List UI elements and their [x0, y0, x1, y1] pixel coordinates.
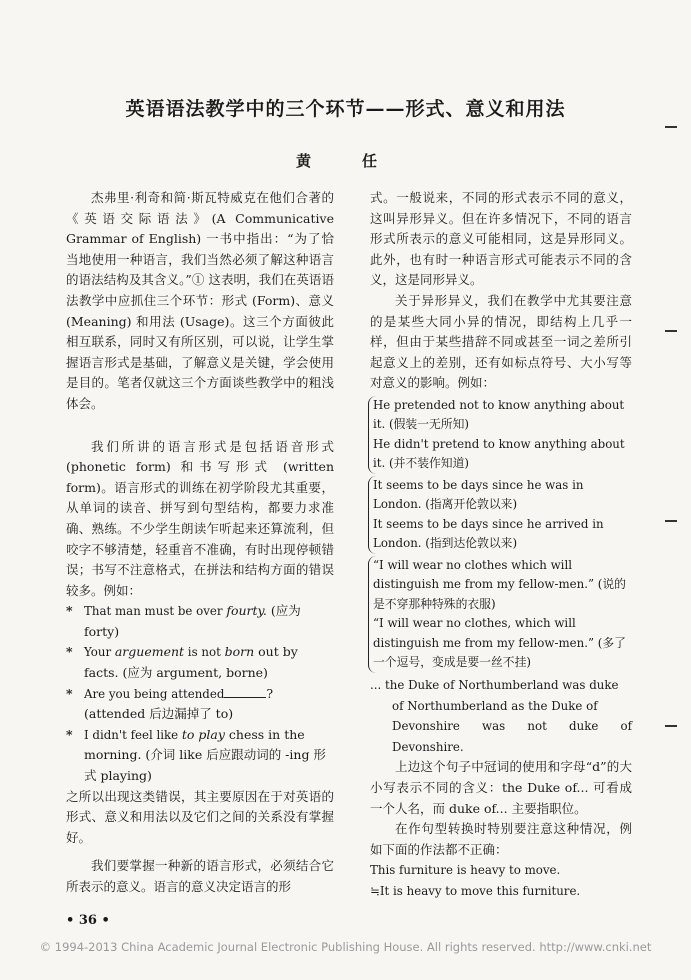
bullet-star: *	[66, 726, 73, 742]
example-line: This furniture is heavy to move.	[370, 863, 561, 878]
duke-example	[370, 675, 632, 757]
example-text: That man must be over	[84, 604, 227, 619]
example-text: I didn't feel like	[84, 727, 182, 742]
example-sentence: “I will wear no clothes which will distinguish me from my fellow-men.” (说的是不穿那种特殊的衣服)	[373, 557, 626, 611]
example-note: (应为 forty)	[84, 603, 301, 639]
example-item	[66, 642, 334, 683]
example-text: Are you being attended	[84, 686, 225, 701]
duke-line: of Northumberland as the Duke of	[392, 698, 598, 713]
example-text: is not	[184, 645, 225, 660]
margin-mark	[665, 126, 677, 128]
example-sentence: He didn't pretend to know anything about it. (并不装作知道)	[373, 436, 625, 471]
example-item	[66, 684, 334, 725]
example-pair	[368, 396, 632, 474]
form-paragraph: 我们所讲的语言形式是包括语音形式 (phonetic form) 和书写形式 (written form)。语言形式的训练在初学阶段尤其重要，从单词的读音、拼写到句型结构，都要力求准确、熟练。不少学生朗读乍听起来还算流利，但咬字不够清楚，轻重音不准确，有时出现停顿错误；书写不注意格式，在拼法和结构方面的错误较多。例如：	[66, 438, 334, 598]
example-error-word: fourty.	[226, 603, 267, 619]
example-sentence: It seems to be days since he was in London. (指离开伦敦以来)	[373, 477, 584, 512]
example-note: out by facts. (应为 argument, borne)	[84, 644, 298, 681]
meaning-paragraph: 我们要掌握一种新的语言形式，必须结合它所表示的意义。语言的意义决定语言的形	[66, 858, 334, 894]
blank-line	[224, 687, 266, 698]
copyright-footer: © 1994-2013 China Academic Journal Electronic Publishing House. All rights reserved. http://www.cnki.net	[39, 940, 652, 954]
example-text: Your	[84, 645, 115, 660]
page-number: • 36 •	[66, 913, 110, 928]
example-note: chess in the morning. (介词 like 后应跟动词的 -ing 形式 playing)	[84, 726, 326, 784]
example-pair	[368, 556, 632, 673]
margin-mark	[665, 520, 677, 522]
example-pair	[368, 476, 632, 554]
article-title: 英语语法教学中的三个环节——形式、意义和用法	[125, 98, 566, 120]
example-line: ≒It is heavy to move this furniture.	[370, 883, 581, 898]
intro-paragraph: 杰弗里·利奇和简·斯瓦特威克在他们合著的《英语交际语法》(A Communicative Grammar of English) 一书中指出：“为了恰当地使用一种语言，我们当然必须了解这种语言的语法结构及其含义。”① 这表明，我们在英语语法教学中应抓住三个环节：形式 (Form)、意义 (Meaning) 和用法 (Usage)。这三个方面彼此相互联系，同时又有所区别，可以说，让学生掌握语言形式是基础，了解意义是关键，学会使用是目的。笔者仅就这三个方面谈些教学中的粗浅体会。	[66, 190, 334, 411]
bullet-star: *	[66, 644, 73, 660]
duke-line: ... the Duke of Northumberland was duke	[370, 677, 619, 692]
example-note: ?(attended 后边漏掉了 to)	[84, 685, 274, 722]
article-note-paragraph: 上边这个句子中冠词的使用和字母“d”的大小写表示不同的含义：the Duke of... 可看成一个人名，而 duke of... 主要指职位。	[370, 759, 632, 816]
example-error-word: born	[224, 644, 255, 660]
duke-line: Devonshire was not duke of Devonshire.	[392, 719, 632, 754]
bullet-star: *	[66, 603, 73, 619]
example-error-word: to play	[181, 726, 225, 742]
bullet-star: *	[66, 685, 73, 701]
example-sentence: It seems to be days since he arrived in London. (指到达伦敦以来)	[373, 516, 604, 551]
example-sentence: He pretended not to know anything about it. (假装一无所知)	[373, 397, 625, 432]
left-column	[66, 188, 334, 898]
transform-paragraph: 在作句型转换时特别要注意这种情况，例如下面的作法都不正确：	[370, 821, 632, 857]
margin-mark	[665, 725, 677, 727]
example-item	[66, 725, 334, 787]
example-item	[66, 601, 334, 642]
continued-paragraph: 式。一般说来，不同的形式表示不同的意义，这叫异形异义。但在许多情况下，不同的语言形式所表示的意义可能相同，这是异形同义。此外，也有时一种语言形式可能表示不同的含义，这是同形异义。	[370, 190, 632, 288]
cause-paragraph: 之所以出现这类错误，其主要原因在于对英语的形式、意义和用法以及它们之间的关系没有掌握好。	[66, 788, 334, 845]
example-error-word: arguement	[114, 644, 185, 660]
margin-mark	[665, 330, 677, 332]
right-column	[370, 188, 632, 901]
difference-paragraph: 关于异形异义，我们在教学中尤其要注意的是某些大同小异的情况，即结构上几乎一样，但由于某些措辞不同或甚至一词之差所引起意义上的差别，还有如标点符号、大小写等对意义的影响。例如：	[370, 292, 632, 391]
author-name: 黄 任	[295, 152, 395, 170]
example-sentence: “I will wear no clothes, which will distinguish me from my fellow-men.” (多了一个逗号，变成是要一丝不挂)	[373, 616, 626, 670]
